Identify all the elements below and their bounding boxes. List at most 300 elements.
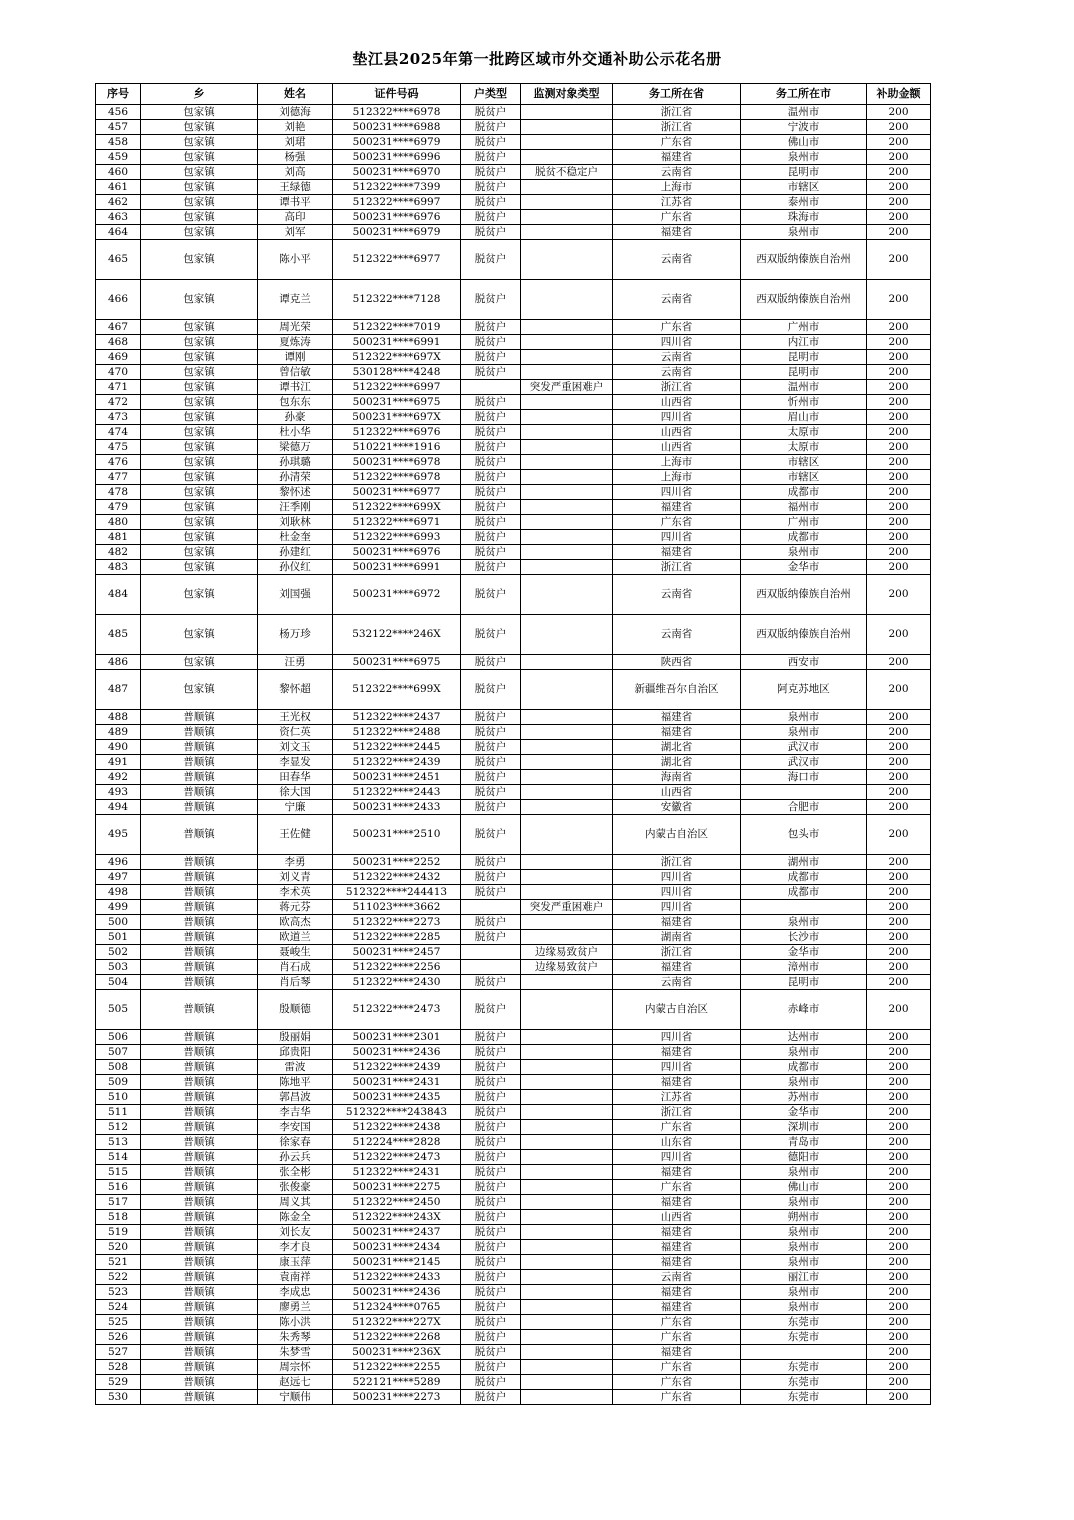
- cell-index: 491: [96, 755, 141, 770]
- cell-household-type: 脱贫户: [461, 1105, 521, 1120]
- cell-name: 资仁英: [258, 725, 333, 740]
- table-row: [96, 500, 931, 515]
- cell-monitor-type: [521, 1045, 613, 1060]
- table-row: [96, 1075, 931, 1090]
- cell-work-province: 四川省: [613, 485, 741, 500]
- cell-work-province: 江苏省: [613, 1090, 741, 1105]
- cell-name: 黎怀超: [258, 670, 333, 710]
- cell-id-number: 500231****2145: [333, 1255, 461, 1270]
- cell-household-type: [461, 945, 521, 960]
- cell-index: 526: [96, 1330, 141, 1345]
- cell-name: 李吉华: [258, 1105, 333, 1120]
- cell-name: 刘艳: [258, 120, 333, 135]
- table-row: [96, 1030, 931, 1045]
- cell-subsidy-amount: 200: [867, 915, 931, 930]
- cell-monitor-type: [521, 1375, 613, 1390]
- cell-monitor-type: [521, 530, 613, 545]
- cell-household-type: 脱贫户: [461, 785, 521, 800]
- cell-monitor-type: 脱贫不稳定户: [521, 165, 613, 180]
- cell-monitor-type: [521, 1105, 613, 1120]
- cell-work-province: 湖北省: [613, 740, 741, 755]
- cell-monitor-type: [521, 485, 613, 500]
- cell-index: 478: [96, 485, 141, 500]
- cell-household-type: 脱贫户: [461, 575, 521, 615]
- cell-subsidy-amount: 200: [867, 1105, 931, 1120]
- cell-work-city: 朔州市: [741, 1210, 867, 1225]
- cell-index: 462: [96, 195, 141, 210]
- cell-township: 包家镇: [141, 380, 258, 395]
- cell-household-type: 脱贫户: [461, 710, 521, 725]
- cell-household-type: 脱贫户: [461, 365, 521, 380]
- cell-name: 田春华: [258, 770, 333, 785]
- cell-work-province: 广东省: [613, 515, 741, 530]
- cell-work-city: 泰州市: [741, 195, 867, 210]
- cell-index: 473: [96, 410, 141, 425]
- cell-index: 495: [96, 815, 141, 855]
- cell-work-city: 眉山市: [741, 410, 867, 425]
- table-row: [96, 380, 931, 395]
- cell-work-province: 云南省: [613, 280, 741, 320]
- cell-subsidy-amount: 200: [867, 885, 931, 900]
- cell-id-number: 500231****697X: [333, 410, 461, 425]
- cell-work-province: 浙江省: [613, 380, 741, 395]
- cell-township: 普顺镇: [141, 1285, 258, 1300]
- cell-household-type: 脱贫户: [461, 455, 521, 470]
- cell-index: 479: [96, 500, 141, 515]
- cell-household-type: 脱贫户: [461, 395, 521, 410]
- cell-township: 包家镇: [141, 350, 258, 365]
- cell-subsidy-amount: 200: [867, 900, 931, 915]
- cell-subsidy-amount: 200: [867, 165, 931, 180]
- cell-subsidy-amount: 200: [867, 425, 931, 440]
- cell-id-number: 512322****2488: [333, 725, 461, 740]
- cell-subsidy-amount: 200: [867, 1135, 931, 1150]
- cell-id-number: 500231****2273: [333, 1390, 461, 1405]
- cell-name: 孙豪: [258, 410, 333, 425]
- cell-work-province: 四川省: [613, 1060, 741, 1075]
- cell-work-city: 昆明市: [741, 350, 867, 365]
- cell-name: 袁南祥: [258, 1270, 333, 1285]
- cell-household-type: 脱贫户: [461, 120, 521, 135]
- cell-subsidy-amount: 200: [867, 855, 931, 870]
- cell-monitor-type: [521, 1285, 613, 1300]
- cell-id-number: 500231****236X: [333, 1345, 461, 1360]
- cell-monitor-type: [521, 280, 613, 320]
- cell-work-province: 云南省: [613, 240, 741, 280]
- cell-index: 490: [96, 740, 141, 755]
- cell-monitor-type: [521, 670, 613, 710]
- cell-monitor-type: [521, 410, 613, 425]
- cell-work-city: 金华市: [741, 945, 867, 960]
- cell-work-province: 安徽省: [613, 800, 741, 815]
- cell-subsidy-amount: 200: [867, 240, 931, 280]
- cell-household-type: 脱贫户: [461, 1390, 521, 1405]
- cell-monitor-type: [521, 975, 613, 990]
- cell-id-number: 512322****6997: [333, 380, 461, 395]
- table-row: [96, 945, 931, 960]
- cell-id-number: 512322****7399: [333, 180, 461, 195]
- cell-subsidy-amount: 200: [867, 755, 931, 770]
- cell-monitor-type: [521, 1270, 613, 1285]
- table-row: [96, 930, 931, 945]
- cell-township: 普顺镇: [141, 1210, 258, 1225]
- cell-township: 普顺镇: [141, 855, 258, 870]
- table-row: [96, 1300, 931, 1315]
- cell-name: 黎怀述: [258, 485, 333, 500]
- cell-name: 李安国: [258, 1120, 333, 1135]
- cell-monitor-type: [521, 425, 613, 440]
- cell-index: 469: [96, 350, 141, 365]
- cell-monitor-type: [521, 655, 613, 670]
- cell-household-type: 脱贫户: [461, 770, 521, 785]
- table-row: [96, 710, 931, 725]
- cell-household-type: 脱贫户: [461, 1345, 521, 1360]
- cell-work-province: 山西省: [613, 440, 741, 455]
- cell-township: 包家镇: [141, 670, 258, 710]
- cell-name: 汪勇: [258, 655, 333, 670]
- cell-index: 486: [96, 655, 141, 670]
- cell-id-number: 500231****2437: [333, 1225, 461, 1240]
- cell-index: 498: [96, 885, 141, 900]
- cell-index: 465: [96, 240, 141, 280]
- cell-township: 包家镇: [141, 395, 258, 410]
- cell-index: 483: [96, 560, 141, 575]
- table-row: [96, 575, 931, 615]
- cell-household-type: 脱贫户: [461, 1360, 521, 1375]
- cell-monitor-type: [521, 1030, 613, 1045]
- cell-id-number: 500231****2436: [333, 1045, 461, 1060]
- cell-household-type: 脱贫户: [461, 180, 521, 195]
- cell-work-city: 赤峰市: [741, 990, 867, 1030]
- cell-work-city: 青岛市: [741, 1135, 867, 1150]
- cell-name: 宁廉: [258, 800, 333, 815]
- cell-township: 普顺镇: [141, 1120, 258, 1135]
- cell-name: 朱梦雪: [258, 1345, 333, 1360]
- cell-monitor-type: [521, 225, 613, 240]
- cell-township: 包家镇: [141, 485, 258, 500]
- cell-index: 522: [96, 1270, 141, 1285]
- table-row: [96, 240, 931, 280]
- cell-work-province: 湖北省: [613, 755, 741, 770]
- cell-township: 普顺镇: [141, 710, 258, 725]
- cell-id-number: 512322****2255: [333, 1360, 461, 1375]
- cell-household-type: 脱贫户: [461, 1150, 521, 1165]
- cell-work-province: 广东省: [613, 1375, 741, 1390]
- cell-township: 普顺镇: [141, 1105, 258, 1120]
- cell-name: 杜金奎: [258, 530, 333, 545]
- cell-work-city: 东莞市: [741, 1360, 867, 1375]
- cell-monitor-type: [521, 1390, 613, 1405]
- cell-monitor-type: [521, 500, 613, 515]
- cell-household-type: 脱贫户: [461, 1030, 521, 1045]
- cell-monitor-type: [521, 990, 613, 1030]
- cell-work-city: 德阳市: [741, 1150, 867, 1165]
- cell-work-city: 昆明市: [741, 975, 867, 990]
- cell-name: 李显发: [258, 755, 333, 770]
- page-title: 垫江县2025年第一批跨区域市外交通补助公示花名册: [352, 50, 722, 68]
- cell-id-number: 512322****2430: [333, 975, 461, 990]
- table-row: [96, 1195, 931, 1210]
- table-row: [96, 455, 931, 470]
- cell-id-number: 512322****6976: [333, 425, 461, 440]
- cell-index: 512: [96, 1120, 141, 1135]
- cell-id-number: 512322****2438: [333, 1120, 461, 1135]
- cell-name: 宁顺伟: [258, 1390, 333, 1405]
- cell-id-number: 512322****6978: [333, 470, 461, 485]
- cell-household-type: 脱贫户: [461, 105, 521, 120]
- cell-name: 谭书江: [258, 380, 333, 395]
- table-row: [96, 990, 931, 1030]
- cell-subsidy-amount: 200: [867, 1030, 931, 1045]
- cell-work-province: 山西省: [613, 785, 741, 800]
- cell-township: 包家镇: [141, 440, 258, 455]
- cell-township: 普顺镇: [141, 1345, 258, 1360]
- cell-township: 包家镇: [141, 470, 258, 485]
- cell-work-city: 东莞市: [741, 1330, 867, 1345]
- cell-subsidy-amount: 200: [867, 960, 931, 975]
- cell-work-city: 忻州市: [741, 395, 867, 410]
- cell-index: 493: [96, 785, 141, 800]
- cell-work-city: 金华市: [741, 560, 867, 575]
- table-row: [96, 1390, 931, 1405]
- cell-index: 458: [96, 135, 141, 150]
- cell-monitor-type: [521, 1195, 613, 1210]
- cell-name: 汪季刚: [258, 500, 333, 515]
- table-row: [96, 1180, 931, 1195]
- cell-work-city: 泉州市: [741, 545, 867, 560]
- table-row: [96, 545, 931, 560]
- cell-index: 489: [96, 725, 141, 740]
- cell-work-city: [741, 1345, 867, 1360]
- cell-work-city: 泉州市: [741, 1165, 867, 1180]
- cell-work-province: 广东省: [613, 1315, 741, 1330]
- cell-household-type: 脱贫户: [461, 655, 521, 670]
- cell-work-province: 四川省: [613, 900, 741, 915]
- cell-work-province: 福建省: [613, 1240, 741, 1255]
- cell-township: 普顺镇: [141, 1180, 258, 1195]
- cell-monitor-type: [521, 855, 613, 870]
- cell-index: 528: [96, 1360, 141, 1375]
- cell-subsidy-amount: 200: [867, 410, 931, 425]
- cell-township: 普顺镇: [141, 785, 258, 800]
- cell-household-type: 脱贫户: [461, 530, 521, 545]
- cell-household-type: 脱贫户: [461, 1240, 521, 1255]
- cell-work-city: 丽江市: [741, 1270, 867, 1285]
- cell-work-province: 浙江省: [613, 945, 741, 960]
- cell-work-province: 上海市: [613, 180, 741, 195]
- cell-township: 普顺镇: [141, 1090, 258, 1105]
- cell-id-number: 512322****2268: [333, 1330, 461, 1345]
- cell-id-number: 500231****6979: [333, 225, 461, 240]
- cell-index: 511: [96, 1105, 141, 1120]
- cell-name: 王佐健: [258, 815, 333, 855]
- cell-township: 普顺镇: [141, 1165, 258, 1180]
- cell-name: 邱贵阳: [258, 1045, 333, 1060]
- cell-work-city: 昆明市: [741, 165, 867, 180]
- cell-township: 普顺镇: [141, 755, 258, 770]
- cell-township: 包家镇: [141, 280, 258, 320]
- cell-household-type: 脱贫户: [461, 1135, 521, 1150]
- cell-work-province: 福建省: [613, 725, 741, 740]
- cell-monitor-type: [521, 470, 613, 485]
- cell-work-province: 广东省: [613, 135, 741, 150]
- cell-monitor-type: [521, 1255, 613, 1270]
- cell-monitor-type: [521, 1360, 613, 1375]
- cell-township: 包家镇: [141, 365, 258, 380]
- cell-monitor-type: [521, 1315, 613, 1330]
- cell-name: 杜小华: [258, 425, 333, 440]
- cell-subsidy-amount: 200: [867, 1195, 931, 1210]
- cell-work-city: 海口市: [741, 770, 867, 785]
- cell-name: 张全彬: [258, 1165, 333, 1180]
- cell-index: 481: [96, 530, 141, 545]
- cell-subsidy-amount: 200: [867, 365, 931, 380]
- table-row: [96, 365, 931, 380]
- cell-work-city: 泉州市: [741, 710, 867, 725]
- table-row: [96, 165, 931, 180]
- table-row: [96, 425, 931, 440]
- cell-monitor-type: [521, 1210, 613, 1225]
- cell-township: 包家镇: [141, 425, 258, 440]
- cell-name: 陈小平: [258, 240, 333, 280]
- cell-id-number: 500231****2252: [333, 855, 461, 870]
- cell-name: 杨强: [258, 150, 333, 165]
- table-row: [96, 655, 931, 670]
- cell-work-province: 云南省: [613, 1270, 741, 1285]
- cell-index: 516: [96, 1180, 141, 1195]
- cell-household-type: 脱贫户: [461, 560, 521, 575]
- cell-subsidy-amount: 200: [867, 1225, 931, 1240]
- cell-name: 孙琪璐: [258, 455, 333, 470]
- cell-subsidy-amount: 200: [867, 710, 931, 725]
- cell-subsidy-amount: 200: [867, 470, 931, 485]
- cell-name: 孙建红: [258, 545, 333, 560]
- cell-subsidy-amount: 200: [867, 1075, 931, 1090]
- cell-subsidy-amount: 200: [867, 395, 931, 410]
- cell-monitor-type: [521, 365, 613, 380]
- cell-monitor-type: [521, 1075, 613, 1090]
- cell-township: 包家镇: [141, 135, 258, 150]
- cell-name: 廖勇兰: [258, 1300, 333, 1315]
- table-row: [96, 1105, 931, 1120]
- cell-subsidy-amount: 200: [867, 1330, 931, 1345]
- column-header-township: 乡: [141, 84, 258, 105]
- cell-id-number: 500231****2451: [333, 770, 461, 785]
- cell-id-number: 500231****6975: [333, 655, 461, 670]
- cell-name: 雷波: [258, 1060, 333, 1075]
- cell-index: 466: [96, 280, 141, 320]
- cell-township: 包家镇: [141, 120, 258, 135]
- cell-work-city: 温州市: [741, 105, 867, 120]
- cell-subsidy-amount: 200: [867, 500, 931, 515]
- cell-household-type: 脱贫户: [461, 1315, 521, 1330]
- cell-township: 包家镇: [141, 455, 258, 470]
- cell-id-number: 512322****227X: [333, 1315, 461, 1330]
- cell-work-city: 泉州市: [741, 1075, 867, 1090]
- table-row: [96, 280, 931, 320]
- column-header-household-type: 户类型: [461, 84, 521, 105]
- cell-index: 477: [96, 470, 141, 485]
- cell-name: 陈地平: [258, 1075, 333, 1090]
- cell-township: 包家镇: [141, 320, 258, 335]
- cell-index: 484: [96, 575, 141, 615]
- cell-monitor-type: [521, 560, 613, 575]
- cell-work-city: 达州市: [741, 1030, 867, 1045]
- cell-id-number: 512322****7128: [333, 280, 461, 320]
- cell-household-type: 脱贫户: [461, 280, 521, 320]
- cell-work-city: 泉州市: [741, 1195, 867, 1210]
- cell-id-number: 512322****699X: [333, 500, 461, 515]
- cell-subsidy-amount: 200: [867, 1300, 931, 1315]
- table-row: [96, 855, 931, 870]
- cell-index: 460: [96, 165, 141, 180]
- cell-index: 482: [96, 545, 141, 560]
- cell-index: 515: [96, 1165, 141, 1180]
- cell-index: 502: [96, 945, 141, 960]
- cell-work-province: 广东省: [613, 1180, 741, 1195]
- cell-subsidy-amount: 200: [867, 1240, 931, 1255]
- table-row: [96, 870, 931, 885]
- cell-work-city: 泉州市: [741, 1225, 867, 1240]
- cell-index: 508: [96, 1060, 141, 1075]
- cell-township: 普顺镇: [141, 1240, 258, 1255]
- cell-id-number: 512322****2437: [333, 710, 461, 725]
- cell-subsidy-amount: 200: [867, 1375, 931, 1390]
- cell-index: 464: [96, 225, 141, 240]
- cell-name: 谭刚: [258, 350, 333, 365]
- cell-name: 夏炼涛: [258, 335, 333, 350]
- cell-subsidy-amount: 200: [867, 770, 931, 785]
- cell-name: 欧高杰: [258, 915, 333, 930]
- cell-name: 孙清荣: [258, 470, 333, 485]
- cell-index: 517: [96, 1195, 141, 1210]
- cell-monitor-type: [521, 1300, 613, 1315]
- cell-work-province: 湖南省: [613, 930, 741, 945]
- cell-township: 包家镇: [141, 165, 258, 180]
- cell-name: 谭书平: [258, 195, 333, 210]
- cell-monitor-type: [521, 755, 613, 770]
- cell-work-province: 广东省: [613, 1330, 741, 1345]
- cell-household-type: 脱贫户: [461, 815, 521, 855]
- cell-work-city: 温州市: [741, 380, 867, 395]
- column-header-index: 序号: [96, 84, 141, 105]
- cell-index: 468: [96, 335, 141, 350]
- cell-monitor-type: [521, 195, 613, 210]
- table-row: [96, 350, 931, 365]
- cell-township: 普顺镇: [141, 930, 258, 945]
- cell-work-province: 广东省: [613, 1120, 741, 1135]
- cell-id-number: 522121****5289: [333, 1375, 461, 1390]
- cell-work-city: 内江市: [741, 335, 867, 350]
- cell-household-type: 脱贫户: [461, 440, 521, 455]
- cell-subsidy-amount: 200: [867, 800, 931, 815]
- cell-household-type: 脱贫户: [461, 1075, 521, 1090]
- cell-name: 谭克兰: [258, 280, 333, 320]
- cell-township: 普顺镇: [141, 1315, 258, 1330]
- cell-township: 包家镇: [141, 240, 258, 280]
- table-row: [96, 1270, 931, 1285]
- cell-household-type: 脱贫户: [461, 870, 521, 885]
- cell-index: 472: [96, 395, 141, 410]
- cell-work-city: 漳州市: [741, 960, 867, 975]
- cell-subsidy-amount: 200: [867, 485, 931, 500]
- cell-id-number: 500231****6988: [333, 120, 461, 135]
- table-row: [96, 1060, 931, 1075]
- cell-monitor-type: [521, 575, 613, 615]
- cell-household-type: 脱贫户: [461, 1225, 521, 1240]
- cell-id-number: 500231****2510: [333, 815, 461, 855]
- cell-monitor-type: [521, 350, 613, 365]
